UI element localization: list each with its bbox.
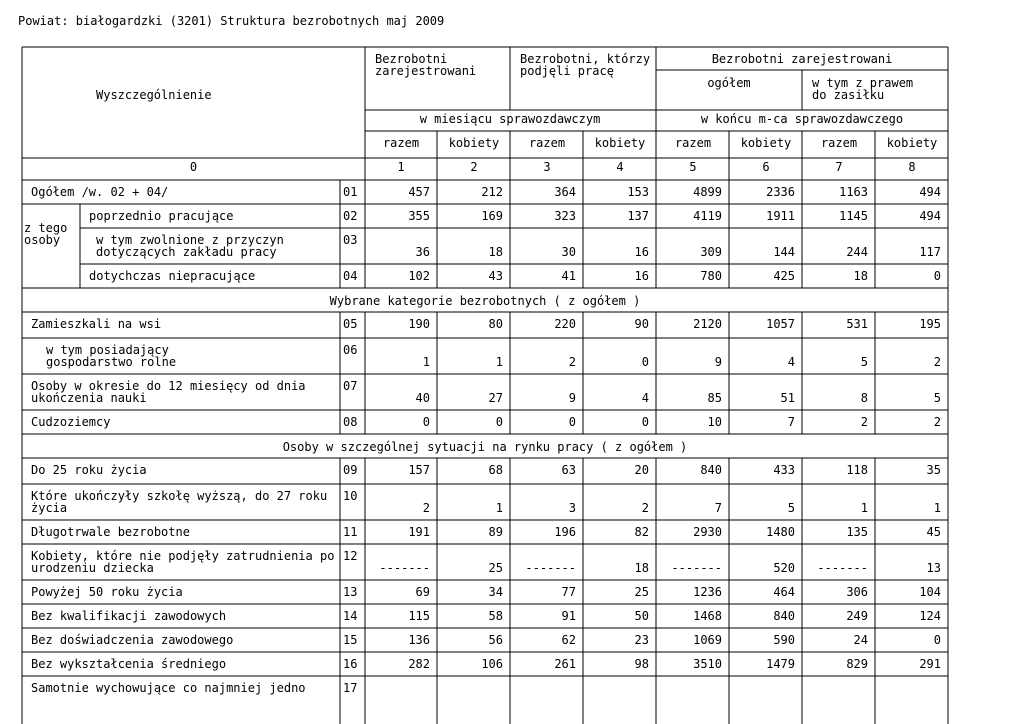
row-value: 1911 bbox=[766, 209, 795, 223]
row-label: w tym zwolnione z przyczyn bbox=[96, 233, 284, 247]
row-value: 8 bbox=[860, 391, 868, 405]
row-value: 16 bbox=[634, 269, 649, 283]
row-code: 08 bbox=[343, 415, 358, 429]
header-subcol: razem bbox=[674, 136, 712, 150]
row-value: 43 bbox=[488, 269, 503, 283]
row-label: Powyżej 50 roku życia bbox=[31, 585, 183, 599]
column-number: 4 bbox=[616, 160, 624, 174]
row-value: 118 bbox=[846, 463, 868, 477]
row-value: 309 bbox=[700, 245, 722, 259]
row-value: 20 bbox=[634, 463, 649, 477]
row-value: 9 bbox=[714, 355, 722, 369]
row-code: 12 bbox=[343, 549, 358, 563]
row-value: 2120 bbox=[693, 317, 722, 331]
row-value: 4 bbox=[787, 355, 795, 369]
row-value: 77 bbox=[561, 585, 576, 599]
row-value: 2 bbox=[568, 355, 576, 369]
row-label: Kobiety, które nie podjęły zatrudnienia po bbox=[31, 549, 335, 563]
row-value: 137 bbox=[627, 209, 649, 223]
row-value: 494 bbox=[919, 209, 941, 223]
row-label: Które ukończyły szkołę wyższą, do 27 roku bbox=[31, 489, 328, 503]
row-value: 464 bbox=[773, 585, 795, 599]
row-value: 7 bbox=[787, 415, 795, 429]
row-label: Bez wykształcenia średniego bbox=[31, 657, 227, 671]
header-bezrobotni-zarejestrowani: zarejestrowani bbox=[375, 64, 477, 78]
row-value: 144 bbox=[773, 245, 795, 259]
row-label: Długotrwale bezrobotne bbox=[31, 525, 190, 539]
row-value: 135 bbox=[846, 525, 868, 539]
row-value: 433 bbox=[773, 463, 795, 477]
column-number: 8 bbox=[908, 160, 916, 174]
row-code: 03 bbox=[343, 233, 358, 247]
row-value: 3 bbox=[568, 501, 576, 515]
row-value: 282 bbox=[408, 657, 430, 671]
group-label-z-tego: z tego bbox=[24, 221, 68, 235]
row-code: 11 bbox=[343, 525, 358, 539]
row-value: 169 bbox=[481, 209, 503, 223]
row-value: 291 bbox=[919, 657, 941, 671]
row-value: 195 bbox=[919, 317, 941, 331]
row-value: 63 bbox=[561, 463, 576, 477]
row-value: 190 bbox=[408, 317, 430, 331]
header-subcol: razem bbox=[820, 136, 858, 150]
row-value: 4 bbox=[641, 391, 649, 405]
row-value: 69 bbox=[415, 585, 430, 599]
row-value: 10 bbox=[707, 415, 722, 429]
row-value: 90 bbox=[634, 317, 649, 331]
row-label: Ogółem /w. 02 + 04/ bbox=[31, 185, 169, 199]
row-value: 1069 bbox=[693, 633, 722, 647]
row-value: 13 bbox=[926, 561, 941, 575]
row-value: 520 bbox=[773, 561, 795, 575]
row-value: 85 bbox=[707, 391, 722, 405]
row-value: 27 bbox=[488, 391, 503, 405]
row-value: 2 bbox=[933, 415, 941, 429]
row-value: 117 bbox=[919, 245, 941, 259]
row-value: ------- bbox=[671, 561, 722, 575]
row-value: 98 bbox=[634, 657, 649, 671]
row-value: 41 bbox=[561, 269, 576, 283]
row-label: Samotnie wychowujące co najmniej jedno bbox=[31, 681, 306, 695]
row-value: 89 bbox=[488, 525, 503, 539]
row-value: 5 bbox=[933, 391, 941, 405]
row-label: dotychczas niepracujące bbox=[89, 269, 256, 283]
row-value: 1479 bbox=[766, 657, 795, 671]
row-code: 02 bbox=[343, 209, 358, 223]
row-label: w tym posiadający bbox=[46, 343, 169, 357]
column-number: 2 bbox=[470, 160, 478, 174]
row-label: Bez doświadczenia zawodowego bbox=[31, 633, 234, 647]
row-value: 212 bbox=[481, 185, 503, 199]
row-value: 0 bbox=[641, 415, 649, 429]
header-ogolem: ogółem bbox=[707, 76, 751, 90]
row-value: 2930 bbox=[693, 525, 722, 539]
header-w-tym-z-prawem: w tym z prawem bbox=[812, 76, 914, 90]
row-code: 01 bbox=[343, 185, 358, 199]
row-value: 829 bbox=[846, 657, 868, 671]
row-value: 0 bbox=[568, 415, 576, 429]
row-value: 25 bbox=[488, 561, 503, 575]
row-value: 1 bbox=[495, 501, 503, 515]
row-value: 18 bbox=[853, 269, 868, 283]
row-value: 2 bbox=[933, 355, 941, 369]
row-value: 0 bbox=[933, 269, 941, 283]
row-code: 17 bbox=[343, 681, 358, 695]
row-value: 7 bbox=[714, 501, 722, 515]
row-label: urodzeniu dziecka bbox=[31, 561, 154, 575]
row-value: 425 bbox=[773, 269, 795, 283]
header-wyszczegolnienie: Wyszczególnienie bbox=[96, 88, 212, 102]
column-number: 1 bbox=[397, 160, 405, 174]
row-value: 457 bbox=[408, 185, 430, 199]
row-value: 780 bbox=[700, 269, 722, 283]
row-value: 58 bbox=[488, 609, 503, 623]
row-value: 5 bbox=[787, 501, 795, 515]
row-value: 4119 bbox=[693, 209, 722, 223]
row-code: 15 bbox=[343, 633, 358, 647]
row-code: 06 bbox=[343, 343, 358, 357]
group-label-osoby: osoby bbox=[24, 233, 61, 247]
row-value: 18 bbox=[488, 245, 503, 259]
row-value: 364 bbox=[554, 185, 576, 199]
column-number: 7 bbox=[835, 160, 843, 174]
row-code: 13 bbox=[343, 585, 358, 599]
row-value: 56 bbox=[488, 633, 503, 647]
header-subcol: kobiety bbox=[740, 136, 792, 150]
row-value: 2336 bbox=[766, 185, 795, 199]
row-value: 191 bbox=[408, 525, 430, 539]
row-value: 80 bbox=[488, 317, 503, 331]
row-value: 1145 bbox=[839, 209, 868, 223]
row-value: 1 bbox=[495, 355, 503, 369]
header-w-koncu: w końcu m-ca sprawozdawczego bbox=[700, 112, 904, 126]
row-label: życia bbox=[31, 501, 68, 515]
row-value: 1468 bbox=[693, 609, 722, 623]
row-value: 106 bbox=[481, 657, 503, 671]
row-value: 220 bbox=[554, 317, 576, 331]
row-value: 36 bbox=[415, 245, 430, 259]
row-label: Cudzoziemcy bbox=[31, 415, 111, 429]
row-value: 1236 bbox=[693, 585, 722, 599]
row-value: 2 bbox=[422, 501, 430, 515]
row-value: 2 bbox=[641, 501, 649, 515]
row-value: 115 bbox=[408, 609, 430, 623]
row-value: 323 bbox=[554, 209, 576, 223]
row-value: 25 bbox=[634, 585, 649, 599]
row-value: 35 bbox=[926, 463, 941, 477]
row-value: 0 bbox=[933, 633, 941, 647]
row-value: ------- bbox=[379, 561, 430, 575]
row-code: 16 bbox=[343, 657, 358, 671]
header-bezrobotni-zarejestrowani: Bezrobotni bbox=[375, 52, 448, 66]
header-subcol: kobiety bbox=[594, 136, 646, 150]
row-value: 590 bbox=[773, 633, 795, 647]
row-value: 1 bbox=[933, 501, 941, 515]
row-value: 51 bbox=[780, 391, 795, 405]
row-value: 249 bbox=[846, 609, 868, 623]
header-bezrobotni-zarejestrowani-koniec: Bezrobotni zarejestrowani bbox=[711, 52, 893, 66]
row-value: 62 bbox=[561, 633, 576, 647]
row-value: ------- bbox=[817, 561, 868, 575]
row-label: gospodarstwo rolne bbox=[46, 355, 177, 369]
row-value: 1057 bbox=[766, 317, 795, 331]
row-label: Osoby w okresie do 12 miesięcy od dnia bbox=[31, 379, 306, 393]
row-value: 1 bbox=[860, 501, 868, 515]
header-subcol: kobiety bbox=[448, 136, 500, 150]
row-value: 40 bbox=[415, 391, 430, 405]
row-value: 34 bbox=[488, 585, 503, 599]
row-value: 306 bbox=[846, 585, 868, 599]
header-w-tym-z-prawem: do zasiłku bbox=[812, 88, 885, 102]
row-label: dotyczących zakładu pracy bbox=[96, 245, 277, 259]
row-value: 68 bbox=[488, 463, 503, 477]
row-value: ------- bbox=[525, 561, 576, 575]
row-value: 24 bbox=[853, 633, 868, 647]
header-subcol: razem bbox=[528, 136, 566, 150]
row-label: Do 25 roku życia bbox=[31, 463, 147, 477]
row-value: 9 bbox=[568, 391, 576, 405]
row-value: 2 bbox=[860, 415, 868, 429]
row-value: 16 bbox=[634, 245, 649, 259]
row-value: 30 bbox=[561, 245, 576, 259]
row-value: 0 bbox=[641, 355, 649, 369]
row-value: 355 bbox=[408, 209, 430, 223]
row-value: 50 bbox=[634, 609, 649, 623]
row-value: 1 bbox=[422, 355, 430, 369]
header-bezrobotni-podjeli-prace: podjęli pracę bbox=[520, 64, 614, 78]
row-value: 840 bbox=[773, 609, 795, 623]
column-number: 0 bbox=[189, 160, 198, 174]
header-subcol: razem bbox=[382, 136, 420, 150]
header-bezrobotni-podjeli-prace: Bezrobotni, którzy bbox=[520, 52, 651, 66]
row-code: 10 bbox=[343, 489, 358, 503]
row-value: 0 bbox=[495, 415, 503, 429]
row-value: 82 bbox=[634, 525, 649, 539]
row-value: 494 bbox=[919, 185, 941, 199]
row-value: 18 bbox=[634, 561, 649, 575]
column-number: 6 bbox=[762, 160, 770, 174]
row-value: 261 bbox=[554, 657, 576, 671]
row-value: 840 bbox=[700, 463, 722, 477]
row-value: 136 bbox=[408, 633, 430, 647]
row-code: 04 bbox=[343, 269, 358, 283]
row-value: 196 bbox=[554, 525, 576, 539]
header-w-miesiacu: w miesiącu sprawozdawczym bbox=[419, 112, 601, 126]
row-value: 45 bbox=[926, 525, 941, 539]
row-label: Bez kwalifikacji zawodowych bbox=[31, 609, 227, 623]
row-value: 4899 bbox=[693, 185, 722, 199]
section-title: Osoby w szczególnej sytuacji na rynku pracy ( z ogółem ) bbox=[282, 440, 688, 454]
column-number: 5 bbox=[689, 160, 697, 174]
section-title: Wybrane kategorie bezrobotnych ( z ogółem ) bbox=[329, 294, 641, 308]
row-value: 153 bbox=[627, 185, 649, 199]
row-code: 09 bbox=[343, 463, 358, 477]
row-value: 104 bbox=[919, 585, 941, 599]
row-value: 3510 bbox=[693, 657, 722, 671]
row-label: poprzednio pracujące bbox=[89, 209, 234, 223]
row-value: 91 bbox=[561, 609, 576, 623]
row-value: 102 bbox=[408, 269, 430, 283]
row-code: 07 bbox=[343, 379, 358, 393]
row-value: 244 bbox=[846, 245, 868, 259]
row-value: 531 bbox=[846, 317, 868, 331]
row-value: 0 bbox=[422, 415, 430, 429]
row-value: 5 bbox=[860, 355, 868, 369]
row-code: 05 bbox=[343, 317, 358, 331]
row-label: ukończenia nauki bbox=[31, 391, 147, 405]
row-value: 157 bbox=[408, 463, 430, 477]
row-value: 124 bbox=[919, 609, 941, 623]
header-subcol: kobiety bbox=[886, 136, 938, 150]
row-value: 23 bbox=[634, 633, 649, 647]
row-value: 1163 bbox=[839, 185, 868, 199]
row-label: Zamieszkali na wsi bbox=[31, 317, 162, 331]
report-title: Powiat: białogardzki (3201) Struktura bezrobotnych maj 2009 bbox=[18, 14, 445, 28]
column-number: 3 bbox=[543, 160, 551, 174]
row-code: 14 bbox=[343, 609, 358, 623]
row-value: 1480 bbox=[766, 525, 795, 539]
